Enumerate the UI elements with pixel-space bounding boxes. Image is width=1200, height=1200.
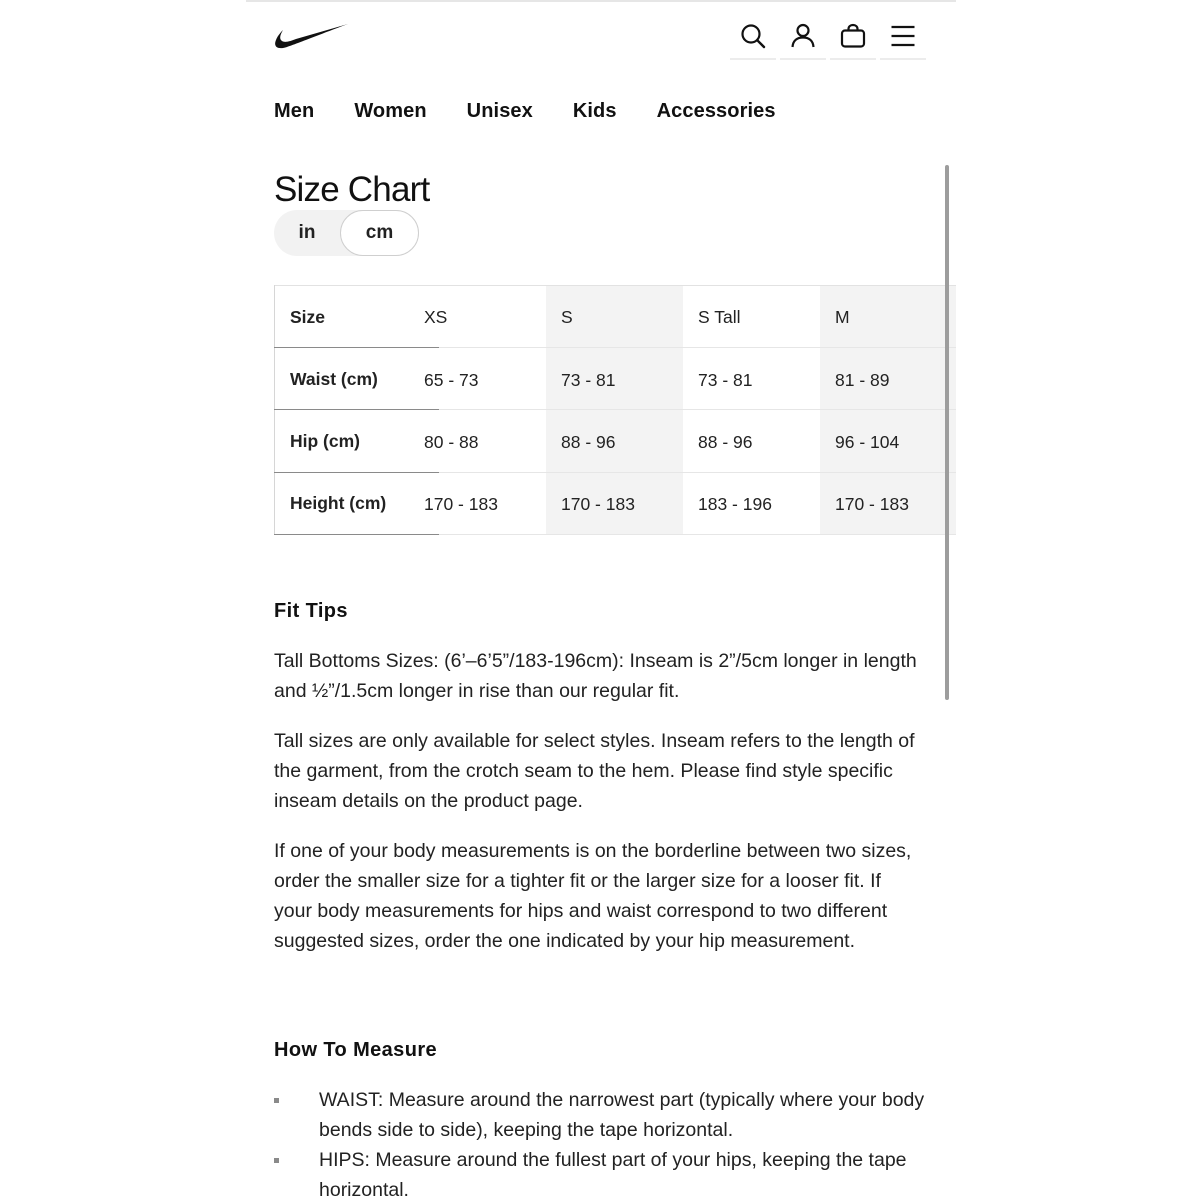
table-cell: 183 - 196 bbox=[698, 494, 772, 514]
row-label-height: Height (cm) bbox=[290, 493, 387, 513]
measure-instruction-hips: HIPS: Measure around the fullest part of your hips, keeping the tape horizontal. bbox=[319, 1149, 907, 1200]
nav-item-accessories[interactable]: Accessories bbox=[656, 100, 776, 122]
nav-item-men[interactable]: Men bbox=[274, 100, 315, 122]
category-nav bbox=[274, 100, 816, 123]
swoosh-logo-icon[interactable] bbox=[274, 22, 350, 52]
menu-button[interactable] bbox=[880, 14, 926, 60]
row-divider bbox=[274, 534, 956, 535]
row-label-hip: Hip (cm) bbox=[290, 431, 360, 451]
row-divider bbox=[274, 347, 956, 348]
top-divider bbox=[246, 0, 956, 2]
search-button[interactable] bbox=[730, 14, 776, 60]
nav-item-women[interactable]: Women bbox=[354, 100, 427, 122]
table-cell: 88 - 96 bbox=[561, 432, 616, 452]
column-header-s: S bbox=[561, 307, 573, 327]
nav-item-unisex[interactable]: Unisex bbox=[466, 100, 533, 122]
scrollbar-thumb[interactable] bbox=[945, 165, 949, 700]
search-icon bbox=[739, 22, 767, 50]
size-chart-page bbox=[246, 0, 956, 1200]
bag-button[interactable] bbox=[830, 14, 876, 60]
fit-tip-paragraph: If one of your body measurements is on the borderline between two sizes, order the smaller size for a tighter fit or the larger size for a looser fit. If your body measurements for hips and waist correspond to two different suggested sizes, order the one indicated by your hip measurement. bbox=[274, 840, 912, 952]
account-button[interactable] bbox=[780, 14, 826, 60]
row-label-waist: Waist (cm) bbox=[290, 369, 378, 389]
fit-tips-heading: Fit Tips bbox=[274, 600, 348, 622]
page-title: Size Chart bbox=[274, 170, 430, 209]
bag-icon bbox=[839, 22, 867, 50]
row-divider bbox=[274, 472, 956, 473]
table-cell: 170 - 183 bbox=[561, 494, 635, 514]
bullet-icon bbox=[274, 1158, 279, 1163]
how-to-measure-heading: How To Measure bbox=[274, 1039, 438, 1061]
fit-tip-paragraph: Tall sizes are only available for select styles. Inseam refers to the length of the garment, from the crotch seam to the hem. Please find style specific inseam details on the product page. bbox=[274, 730, 915, 812]
measure-instruction-waist: WAIST: Measure around the narrowest part (typically where your body bends side to side), keeping the tape horizontal. bbox=[319, 1089, 925, 1141]
table-top-border bbox=[274, 285, 956, 286]
bullet-icon bbox=[274, 1098, 279, 1103]
unit-toggle bbox=[274, 210, 419, 256]
column-header-m: M bbox=[835, 307, 850, 327]
column-header-xs: XS bbox=[424, 307, 448, 327]
table-cell: 73 - 81 bbox=[698, 370, 753, 390]
table-cell: 170 - 183 bbox=[424, 494, 498, 514]
column-header-s-tall: S Tall bbox=[698, 307, 741, 327]
fit-tip-paragraph: Tall Bottoms Sizes: (6’–6’5”/183-196cm): Inseam is 2”/5cm longer in length and ½”/1.5cm longer in rise than our regular fit. bbox=[274, 650, 917, 702]
table-left-border bbox=[274, 285, 275, 535]
table-cell: 73 - 81 bbox=[561, 370, 616, 390]
table-cell: 96 - 104 bbox=[835, 432, 900, 452]
table-cell: 65 - 73 bbox=[424, 370, 479, 390]
unit-in-button[interactable]: in bbox=[298, 222, 316, 243]
table-cell: 80 - 88 bbox=[424, 432, 479, 452]
column-header-size: Size bbox=[290, 307, 326, 327]
account-icon bbox=[789, 22, 817, 50]
table-cell: 81 - 89 bbox=[835, 370, 890, 390]
menu-icon bbox=[889, 22, 917, 50]
unit-cm-button[interactable]: cm bbox=[340, 210, 419, 256]
size-table bbox=[274, 285, 956, 536]
nav-item-kids[interactable]: Kids bbox=[572, 100, 617, 122]
row-divider bbox=[274, 409, 956, 410]
table-cell: 170 - 183 bbox=[835, 494, 909, 514]
table-cell: 88 - 96 bbox=[698, 432, 753, 452]
